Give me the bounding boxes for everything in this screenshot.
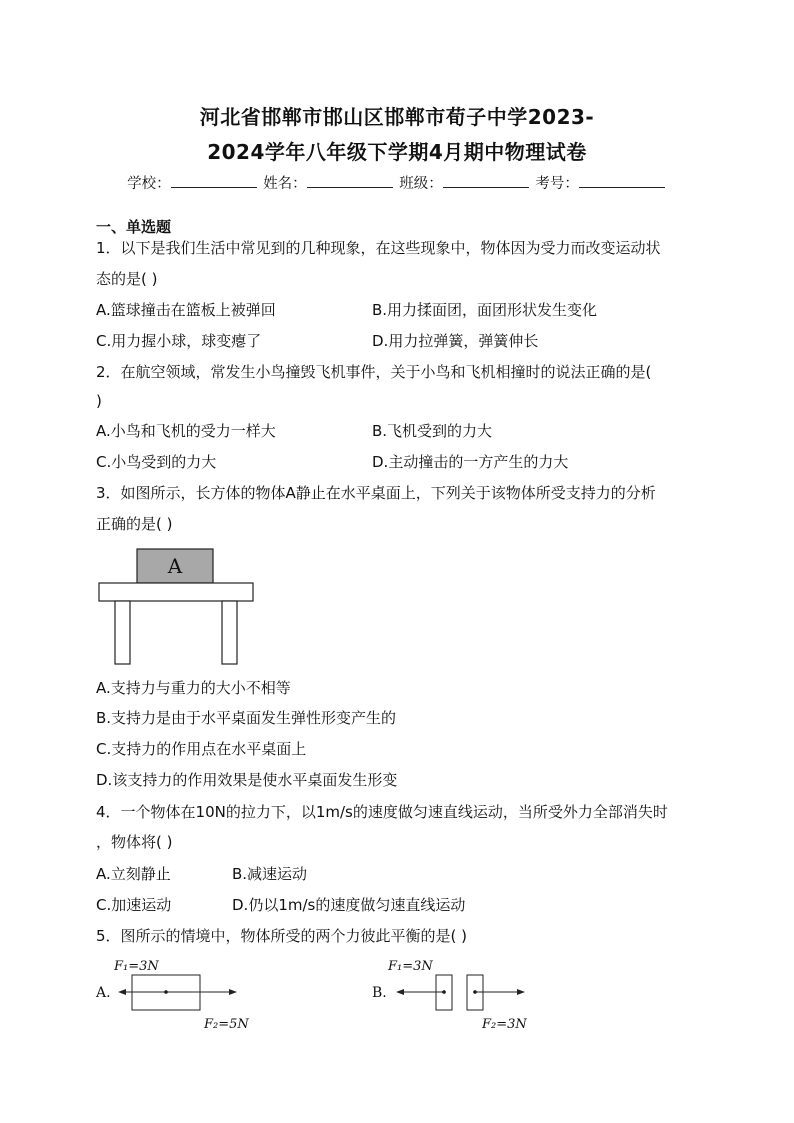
question-5-line1: 5．图所示的情境中，物体所受的两个力彼此平衡的是( ) xyxy=(96,927,468,945)
table-leg-left xyxy=(115,601,130,664)
class-blank[interactable] xyxy=(443,173,529,188)
name-label: 姓名： xyxy=(263,176,307,192)
school-label: 学校： xyxy=(127,176,171,192)
q5b-arrowhead-f1 xyxy=(396,989,404,995)
q3-option-b[interactable]: B.支持力是由于水平桌面发生弹性形变产生的 xyxy=(96,709,397,727)
q2-option-b[interactable]: B.飞机受到的力大 xyxy=(372,422,493,440)
question-3-line2: 正确的是( ) xyxy=(96,515,173,533)
question-2-line1: 2．在航空领域，常发生小鸟撞毁飞机事件，关于小鸟和飞机相撞时的说法正确的是( xyxy=(96,363,652,381)
student-info-row xyxy=(0,172,794,193)
q4-option-a[interactable]: A.立刻静止 xyxy=(96,865,171,883)
school-blank[interactable] xyxy=(171,173,257,188)
q2-option-d[interactable]: D.主动撞击的一方产生的力大 xyxy=(372,453,569,471)
table-block-figure xyxy=(96,546,256,666)
q2-option-a[interactable]: A.小鸟和飞机的受力一样大 xyxy=(96,422,276,440)
q1-option-d[interactable]: D.用力拉弹簧，弹簧伸长 xyxy=(372,332,539,350)
q5a-f2-label: F₂=5N xyxy=(204,1017,249,1032)
q2-option-c[interactable]: C.小鸟受到的力大 xyxy=(96,453,217,471)
exam-title-line2: 2024学年八年级下学期4月期中物理试卷 xyxy=(207,140,587,164)
exam-title-line1: 河北省邯郸市邯山区邯郸市荀子中学2023- xyxy=(199,105,595,129)
question-3-line1: 3．如图所示，长方体的物体A静止在水平桌面上，下列关于该物体所受支持力的分析 xyxy=(96,484,656,502)
q1-option-b[interactable]: B.用力揉面团，面团形状发生变化 xyxy=(372,301,598,319)
class-label: 班级： xyxy=(399,176,443,192)
name-blank[interactable] xyxy=(307,173,393,188)
q5-figure-a[interactable] xyxy=(94,952,264,1032)
question-2-line2: ) xyxy=(96,392,102,410)
table-leg-right xyxy=(222,601,237,664)
q5b-label: B. xyxy=(372,985,387,1001)
question-1-line1: 1．以下是我们生活中常见到的几种现象，在这些现象中，物体因为受力而改变运动状 xyxy=(96,239,661,257)
q3-option-c[interactable]: C.支持力的作用点在水平桌面上 xyxy=(96,740,307,758)
question-4-line1: 4．一个物体在10N的拉力下，以1m/s的速度做匀速直线运动，当所受外力全部消失时 xyxy=(96,803,668,821)
table-top xyxy=(99,583,253,601)
q5a-arrowhead-f2 xyxy=(229,989,237,995)
q3-option-a[interactable]: A.支持力与重力的大小不相等 xyxy=(96,679,291,697)
q5b-f1-label: F₁=3N xyxy=(388,959,433,974)
q4-option-b[interactable]: B.减速运动 xyxy=(232,865,308,883)
number-blank[interactable] xyxy=(579,173,665,188)
question-1-line2: 态的是( ) xyxy=(96,270,158,288)
q5b-f2-label: F₂=3N xyxy=(482,1017,527,1032)
q3-option-d[interactable]: D.该支持力的作用效果是使水平桌面发生形变 xyxy=(96,771,398,789)
section-title: 一、单选题 xyxy=(96,218,172,236)
q4-option-c[interactable]: C.加速运动 xyxy=(96,896,172,914)
q1-option-c[interactable]: C.用力握小球，球变瘪了 xyxy=(96,332,262,350)
question-4-line2: ，物体将( ) xyxy=(96,833,173,851)
number-label: 考号： xyxy=(535,176,579,192)
q4-option-d[interactable]: D.仍以1m/s的速度做匀速直线运动 xyxy=(232,896,466,914)
q5b-arrowhead-f2 xyxy=(517,989,525,995)
q5a-arrowhead-f1 xyxy=(118,989,126,995)
block-a-label: A xyxy=(167,554,183,578)
q5a-label: A. xyxy=(96,985,111,1001)
q1-option-a[interactable]: A.篮球撞击在篮板上被弹回 xyxy=(96,301,276,319)
q5a-f1-label: F₁=3N xyxy=(114,959,159,974)
q5-figure-b[interactable] xyxy=(370,952,540,1032)
